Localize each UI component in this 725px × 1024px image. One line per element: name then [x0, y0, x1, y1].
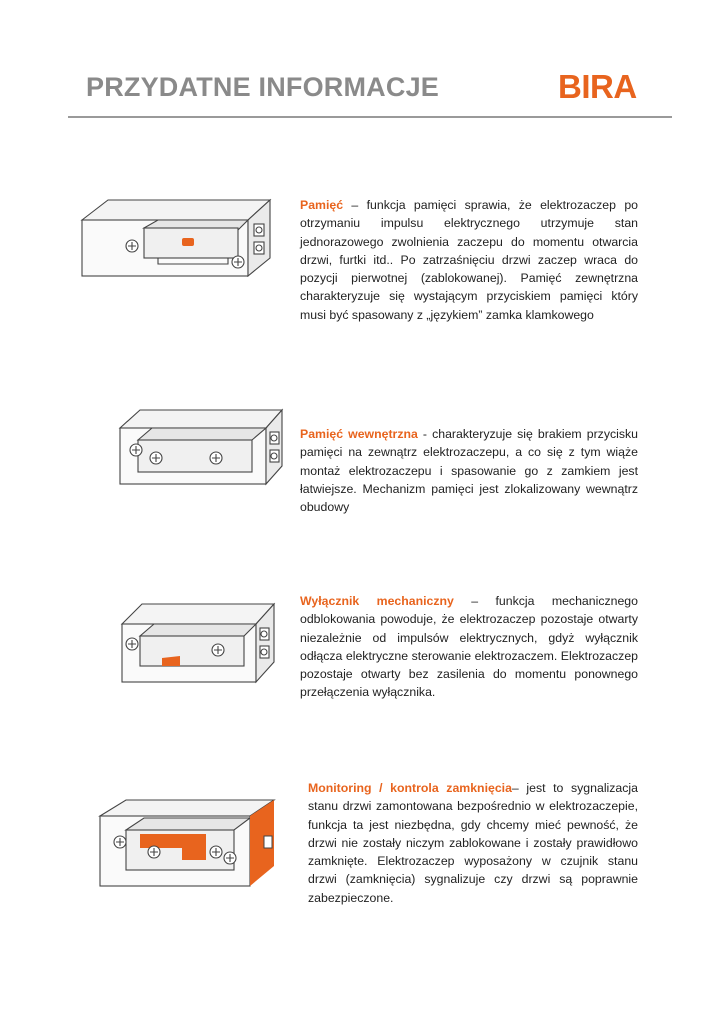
section-monitoring-text [308, 779, 638, 907]
section-internal-memory-term: Pamięć wewnętrzna [300, 427, 418, 441]
section-memory-text [300, 196, 638, 324]
section-memory-term: Pamięć [300, 198, 344, 212]
section-memory-body: – funkcja pamięci sprawia, że elektrozaczep po otrzymaniu impulsu elektrycznego utrzymuje stan jednorazowego zwolnienia zaczepu do momentu otwarcia drzwi, furtki itd.. Po zatrzaśnięciu drzwi zaczep wraca do pozycji pierwotnej (zablokowanej). Pamięć zewnętrzna charakteryzuje się wystającym przyciskiem pamięci który musi być spasowany z „językiem” zamka klamkowego [300, 198, 638, 322]
section-mechanical-switch-term: Wyłącznik mechaniczny [300, 594, 454, 608]
monitoring-strike-illustration [96, 796, 278, 892]
section-monitoring-term: Monitoring / kontrola zamknięcia [308, 781, 512, 795]
mechanical-switch-strike-illustration [118, 600, 278, 690]
header-divider [68, 116, 672, 118]
section-monitoring-body: – jest to sygnalizacja stanu drzwi zamontowana bezpośrednio w elektrozaczepie, funkcja ta jest niezbędna, gdy chcemy mieć pewność, że drzwi nie zostały niczym zablokowane i zostały prawidłowo zamknięte. Elektrozaczep wyposażony w czujnik stanu drzwi (zamknięcia) sygnalizuje czy drzwi są poprawnie zabezpieczone. [308, 781, 638, 905]
section-mechanical-switch-text [300, 592, 638, 702]
bira-logo: BIRA [558, 68, 637, 105]
memory-external-strike-illustration [78, 194, 278, 284]
section-internal-memory-text [300, 425, 638, 516]
section-mechanical-switch-body: – funkcja mechanicznego odblokowania powoduje, że elektrozaczep pozostaje otwarty niezależnie od impulsów elektrycznych, gdyż wyłącznik odłącza elektryczne sterowanie elektrozaczem. Elektrozaczep pozostaje otwarty bez zasilenia do momentu ponownego przełączenia wyłącznika. [300, 594, 638, 700]
page-title: PRZYDATNE INFORMACJE [86, 72, 440, 102]
memory-internal-strike-illustration [116, 406, 286, 488]
section-internal-memory-body: - charakteryzuje się brakiem przycisku pamięci na zewnątrz elektrozaczepu, a co się z tym wiąże montaż elektrozaczepu i spasowanie go z zamkiem jest łatwiejsze. Mechanizm pamięci jest zlokalizowany wewnątrz obudowy [300, 427, 638, 515]
